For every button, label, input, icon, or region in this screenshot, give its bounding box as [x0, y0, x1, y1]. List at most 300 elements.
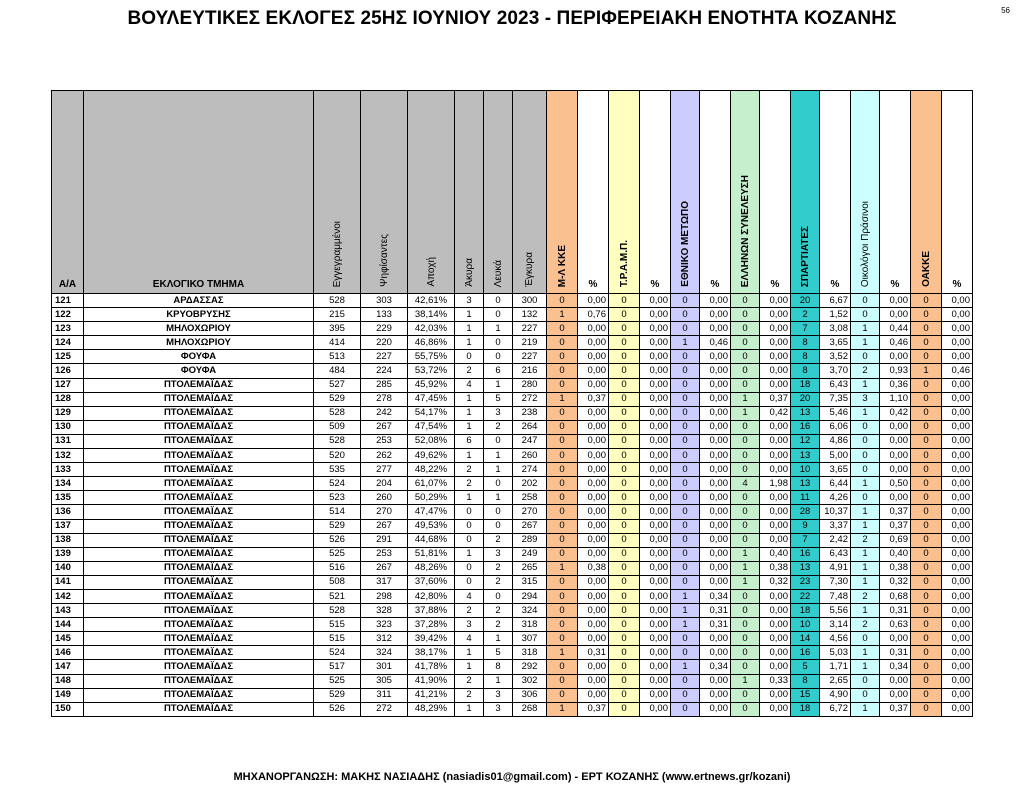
cell-tramp-pct: 0,00	[640, 322, 671, 336]
cell-registered: 524	[314, 646, 361, 660]
cell-tramp-pct: 0,00	[640, 575, 671, 589]
cell-registered: 527	[314, 378, 361, 392]
cell-valid: 227	[513, 322, 547, 336]
cell-voted: 278	[361, 392, 408, 406]
cell-kke-votes: 0	[547, 420, 578, 434]
cell-aa: 142	[52, 589, 84, 603]
cell-kke-votes: 0	[547, 674, 578, 688]
cell-ethniko-pct: 0,31	[700, 604, 731, 618]
cell-ellinon-pct: 0,00	[760, 449, 791, 463]
cell-invalid: 4	[455, 632, 484, 646]
cell-blank: 2	[484, 575, 513, 589]
cell-oakke-pct: 0,00	[942, 392, 973, 406]
cell-section: ΜΗΛΟΧΩΡΙΟΥ	[84, 322, 314, 336]
col-header-voted: Ψηφίσαντες	[361, 91, 408, 294]
cell-invalid: 2	[455, 604, 484, 618]
cell-spartiates-votes: 18	[791, 702, 820, 716]
cell-oakke-votes: 0	[911, 322, 942, 336]
table-row	[52, 449, 973, 463]
cell-spartiates-pct: 5,56	[820, 604, 851, 618]
cell-ethniko-pct: 0,00	[700, 519, 731, 533]
cell-ethniko-votes: 0	[671, 308, 700, 322]
cell-invalid: 1	[455, 660, 484, 674]
cell-kke-votes: 1	[547, 561, 578, 575]
cell-oikologoi-votes: 1	[851, 561, 880, 575]
cell-oakke-pct: 0,00	[942, 406, 973, 420]
cell-oikologoi-votes: 1	[851, 505, 880, 519]
cell-invalid: 1	[455, 449, 484, 463]
cell-spartiates-votes: 10	[791, 463, 820, 477]
cell-tramp-pct: 0,00	[640, 632, 671, 646]
cell-aa: 149	[52, 688, 84, 702]
footer-credits: ΜΗΧΑΝΟΡΓΑΝΩΣΗ: ΜΑΚΗΣ ΝΑΣΙΑΔΗΣ (nasiadis01@gmail.com) - ΕΡΤ ΚΟΖΑΝΗΣ (www.ertnews.gr/kozani)	[233, 771, 791, 783]
cell-spartiates-pct: 3,65	[820, 336, 851, 350]
cell-oikologoi-votes: 1	[851, 575, 880, 589]
cell-tramp-votes: 0	[609, 378, 640, 392]
cell-tramp-pct: 0,00	[640, 491, 671, 505]
cell-abstention: 54,17%	[408, 406, 455, 420]
cell-aa: 141	[52, 575, 84, 589]
cell-blank: 6	[484, 364, 513, 378]
col-header-valid: Έγκυρα	[513, 91, 547, 294]
cell-oikologoi-votes: 1	[851, 660, 880, 674]
cell-aa: 144	[52, 618, 84, 632]
cell-invalid: 2	[455, 463, 484, 477]
table-row	[52, 420, 973, 434]
table-row	[52, 336, 973, 350]
cell-oakke-votes: 0	[911, 378, 942, 392]
cell-section: ΠΤΟΛΕΜΑΪΔΑΣ	[84, 589, 314, 603]
cell-abstention: 47,54%	[408, 420, 455, 434]
cell-tramp-votes: 0	[609, 491, 640, 505]
cell-ethniko-votes: 1	[671, 336, 700, 350]
cell-oikologoi-votes: 1	[851, 322, 880, 336]
col-header-pct: %	[942, 91, 973, 294]
cell-abstention: 44,68%	[408, 533, 455, 547]
cell-spartiates-pct: 6,06	[820, 420, 851, 434]
cell-valid: 318	[513, 618, 547, 632]
cell-invalid: 1	[455, 392, 484, 406]
cell-kke-pct: 0,00	[578, 406, 609, 420]
cell-spartiates-pct: 7,35	[820, 392, 851, 406]
cell-blank: 3	[484, 547, 513, 561]
cell-blank: 1	[484, 674, 513, 688]
cell-oikologoi-pct: 0,00	[880, 420, 911, 434]
cell-oikologoi-votes: 1	[851, 406, 880, 420]
cell-spartiates-pct: 3,65	[820, 463, 851, 477]
cell-tramp-votes: 0	[609, 406, 640, 420]
cell-section: ΠΤΟΛΕΜΑΪΔΑΣ	[84, 575, 314, 589]
cell-registered: 523	[314, 491, 361, 505]
cell-ethniko-pct: 0,31	[700, 618, 731, 632]
cell-ethniko-pct: 0,00	[700, 632, 731, 646]
cell-section: ΠΤΟΛΕΜΑΪΔΑΣ	[84, 378, 314, 392]
cell-blank: 1	[484, 378, 513, 392]
table-row	[52, 477, 973, 491]
cell-ethniko-pct: 0,00	[700, 406, 731, 420]
cell-kke-pct: 0,00	[578, 618, 609, 632]
cell-ethniko-pct: 0,00	[700, 392, 731, 406]
cell-abstention: 41,90%	[408, 674, 455, 688]
cell-kke-pct: 0,00	[578, 688, 609, 702]
cell-tramp-pct: 0,00	[640, 618, 671, 632]
cell-valid: 132	[513, 308, 547, 322]
cell-ellinon-pct: 0,32	[760, 575, 791, 589]
cell-oikologoi-votes: 1	[851, 702, 880, 716]
cell-registered: 526	[314, 533, 361, 547]
table-row	[52, 547, 973, 561]
cell-tramp-pct: 0,00	[640, 533, 671, 547]
cell-ethniko-votes: 1	[671, 589, 700, 603]
cell-oakke-votes: 0	[911, 561, 942, 575]
cell-invalid: 1	[455, 322, 484, 336]
cell-tramp-pct: 0,00	[640, 561, 671, 575]
cell-section: ΚΡΥΟΒΡΥΣΗΣ	[84, 308, 314, 322]
cell-oakke-pct: 0,00	[942, 308, 973, 322]
cell-spartiates-pct: 5,00	[820, 449, 851, 463]
table-row	[52, 632, 973, 646]
cell-oakke-votes: 0	[911, 702, 942, 716]
cell-oikologoi-pct: 0,40	[880, 547, 911, 561]
cell-oakke-pct: 0,00	[942, 505, 973, 519]
cell-kke-votes: 0	[547, 632, 578, 646]
cell-kke-votes: 0	[547, 406, 578, 420]
cell-invalid: 1	[455, 406, 484, 420]
cell-ethniko-votes: 0	[671, 575, 700, 589]
cell-spartiates-pct: 1,52	[820, 308, 851, 322]
cell-registered: 215	[314, 308, 361, 322]
cell-voted: 317	[361, 575, 408, 589]
cell-ethniko-pct: 0,00	[700, 688, 731, 702]
cell-abstention: 42,03%	[408, 322, 455, 336]
cell-ethniko-pct: 0,00	[700, 702, 731, 716]
cell-abstention: 52,08%	[408, 434, 455, 448]
cell-tramp-pct: 0,00	[640, 646, 671, 660]
cell-voted: 323	[361, 618, 408, 632]
table-row	[52, 604, 973, 618]
cell-kke-pct: 0,00	[578, 575, 609, 589]
cell-spartiates-votes: 18	[791, 604, 820, 618]
cell-oikologoi-votes: 2	[851, 589, 880, 603]
cell-ethniko-votes: 0	[671, 632, 700, 646]
cell-invalid: 2	[455, 364, 484, 378]
table-row	[52, 364, 973, 378]
cell-registered: 513	[314, 350, 361, 364]
cell-ellinon-pct: 0,00	[760, 632, 791, 646]
cell-oakke-pct: 0,00	[942, 463, 973, 477]
cell-oikologoi-votes: 0	[851, 491, 880, 505]
table-row	[52, 294, 973, 308]
cell-registered: 521	[314, 589, 361, 603]
cell-tramp-pct: 0,00	[640, 519, 671, 533]
cell-oikologoi-pct: 0,69	[880, 533, 911, 547]
cell-ellinon-votes: 0	[731, 646, 760, 660]
results-table	[51, 90, 973, 717]
cell-invalid: 1	[455, 702, 484, 716]
cell-spartiates-votes: 9	[791, 519, 820, 533]
cell-valid: 292	[513, 660, 547, 674]
cell-kke-pct: 0,00	[578, 547, 609, 561]
cell-oikologoi-pct: 0,63	[880, 618, 911, 632]
cell-blank: 1	[484, 449, 513, 463]
cell-oikologoi-pct: 0,37	[880, 519, 911, 533]
cell-blank: 0	[484, 477, 513, 491]
cell-section: ΦΟΥΦΑ	[84, 350, 314, 364]
col-header-blank: Λευκά	[484, 91, 513, 294]
cell-voted: 303	[361, 294, 408, 308]
cell-aa: 135	[52, 491, 84, 505]
cell-abstention: 49,53%	[408, 519, 455, 533]
cell-ethniko-votes: 1	[671, 618, 700, 632]
col-header-registered: Εγγεγραμμένοι	[314, 91, 361, 294]
cell-ethniko-votes: 0	[671, 350, 700, 364]
cell-ethniko-votes: 0	[671, 477, 700, 491]
cell-voted: 242	[361, 406, 408, 420]
col-header-ethniko: ΕΘΝΙΚΟ ΜΕΤΩΠΟ	[671, 91, 700, 294]
cell-oikologoi-votes: 1	[851, 519, 880, 533]
cell-ellinon-pct: 0,00	[760, 505, 791, 519]
cell-tramp-votes: 0	[609, 463, 640, 477]
cell-ethniko-votes: 0	[671, 420, 700, 434]
cell-ethniko-votes: 0	[671, 322, 700, 336]
cell-invalid: 0	[455, 350, 484, 364]
cell-oikologoi-pct: 0,00	[880, 463, 911, 477]
cell-spartiates-pct: 3,70	[820, 364, 851, 378]
cell-kke-pct: 0,00	[578, 604, 609, 618]
cell-ellinon-votes: 0	[731, 702, 760, 716]
cell-abstention: 37,28%	[408, 618, 455, 632]
cell-registered: 535	[314, 463, 361, 477]
cell-tramp-votes: 0	[609, 336, 640, 350]
cell-ellinon-pct: 0,00	[760, 322, 791, 336]
col-header-pct: %	[578, 91, 609, 294]
cell-registered: 395	[314, 322, 361, 336]
cell-tramp-votes: 0	[609, 350, 640, 364]
cell-oikologoi-votes: 0	[851, 434, 880, 448]
cell-voted: 298	[361, 589, 408, 603]
cell-tramp-pct: 0,00	[640, 420, 671, 434]
cell-ellinon-votes: 0	[731, 519, 760, 533]
cell-oakke-votes: 0	[911, 589, 942, 603]
cell-oikologoi-pct: 0,00	[880, 294, 911, 308]
cell-ethniko-votes: 0	[671, 449, 700, 463]
cell-ellinon-pct: 0,37	[760, 392, 791, 406]
cell-blank: 2	[484, 420, 513, 434]
cell-abstention: 55,75%	[408, 350, 455, 364]
cell-tramp-pct: 0,00	[640, 449, 671, 463]
cell-registered: 484	[314, 364, 361, 378]
cell-registered: 528	[314, 406, 361, 420]
cell-oikologoi-pct: 0,36	[880, 378, 911, 392]
cell-invalid: 3	[455, 618, 484, 632]
cell-spartiates-pct: 4,86	[820, 434, 851, 448]
cell-valid: 324	[513, 604, 547, 618]
cell-tramp-votes: 0	[609, 547, 640, 561]
cell-oakke-votes: 0	[911, 575, 942, 589]
cell-spartiates-pct: 3,52	[820, 350, 851, 364]
cell-abstention: 37,60%	[408, 575, 455, 589]
cell-oakke-pct: 0,00	[942, 589, 973, 603]
cell-ellinon-votes: 0	[731, 420, 760, 434]
cell-ellinon-pct: 0,00	[760, 336, 791, 350]
cell-blank: 3	[484, 688, 513, 702]
cell-spartiates-pct: 3,14	[820, 618, 851, 632]
table-row	[52, 505, 973, 519]
cell-oakke-pct: 0,00	[942, 561, 973, 575]
cell-valid: 274	[513, 463, 547, 477]
cell-spartiates-votes: 13	[791, 561, 820, 575]
cell-ellinon-votes: 4	[731, 477, 760, 491]
cell-registered: 414	[314, 336, 361, 350]
cell-oikologoi-pct: 0,00	[880, 449, 911, 463]
cell-oakke-votes: 0	[911, 660, 942, 674]
cell-oakke-pct: 0,00	[942, 420, 973, 434]
cell-kke-votes: 0	[547, 575, 578, 589]
cell-tramp-pct: 0,00	[640, 392, 671, 406]
cell-section: ΠΤΟΛΕΜΑΪΔΑΣ	[84, 533, 314, 547]
cell-kke-pct: 0,00	[578, 477, 609, 491]
cell-spartiates-votes: 13	[791, 477, 820, 491]
cell-blank: 1	[484, 463, 513, 477]
cell-tramp-pct: 0,00	[640, 702, 671, 716]
cell-oikologoi-pct: 0,00	[880, 632, 911, 646]
cell-kke-votes: 0	[547, 547, 578, 561]
cell-oikologoi-pct: 0,42	[880, 406, 911, 420]
cell-ellinon-votes: 0	[731, 378, 760, 392]
col-header-ellinon: ΕΛΛΗΝΩΝ ΣΥΝΕΛΕΥΣΗ	[731, 91, 760, 294]
cell-valid: 258	[513, 491, 547, 505]
cell-invalid: 0	[455, 575, 484, 589]
cell-oikologoi-pct: 0,00	[880, 688, 911, 702]
cell-spartiates-pct: 10,37	[820, 505, 851, 519]
cell-tramp-pct: 0,00	[640, 406, 671, 420]
cell-section: ΠΤΟΛΕΜΑΪΔΑΣ	[84, 674, 314, 688]
cell-ethniko-pct: 0,00	[700, 378, 731, 392]
cell-spartiates-votes: 8	[791, 336, 820, 350]
cell-spartiates-pct: 3,37	[820, 519, 851, 533]
cell-abstention: 38,14%	[408, 308, 455, 322]
cell-oikologoi-pct: 0,00	[880, 491, 911, 505]
cell-ellinon-pct: 0,00	[760, 420, 791, 434]
cell-blank: 0	[484, 308, 513, 322]
cell-registered: 529	[314, 392, 361, 406]
cell-valid: 294	[513, 589, 547, 603]
cell-abstention: 46,86%	[408, 336, 455, 350]
cell-ellinon-votes: 0	[731, 505, 760, 519]
cell-invalid: 1	[455, 547, 484, 561]
cell-section: ΠΤΟΛΕΜΑΪΔΑΣ	[84, 519, 314, 533]
cell-spartiates-votes: 8	[791, 364, 820, 378]
cell-oakke-votes: 0	[911, 434, 942, 448]
cell-blank: 1	[484, 491, 513, 505]
cell-oakke-votes: 0	[911, 449, 942, 463]
cell-tramp-pct: 0,00	[640, 674, 671, 688]
cell-tramp-pct: 0,00	[640, 688, 671, 702]
cell-kke-votes: 0	[547, 533, 578, 547]
cell-ethniko-votes: 0	[671, 519, 700, 533]
cell-voted: 305	[361, 674, 408, 688]
cell-tramp-votes: 0	[609, 660, 640, 674]
cell-ellinon-votes: 0	[731, 434, 760, 448]
cell-tramp-pct: 0,00	[640, 350, 671, 364]
cell-ellinon-pct: 0,00	[760, 604, 791, 618]
cell-blank: 1	[484, 632, 513, 646]
cell-kke-votes: 0	[547, 618, 578, 632]
cell-ellinon-pct: 0,00	[760, 308, 791, 322]
cell-tramp-votes: 0	[609, 674, 640, 688]
cell-oikologoi-votes: 1	[851, 378, 880, 392]
cell-section: ΠΤΟΛΕΜΑΪΔΑΣ	[84, 646, 314, 660]
cell-abstention: 41,78%	[408, 660, 455, 674]
cell-ethniko-pct: 0,00	[700, 350, 731, 364]
table-row	[52, 491, 973, 505]
cell-section: ΠΤΟΛΕΜΑΪΔΑΣ	[84, 505, 314, 519]
cell-ethniko-votes: 0	[671, 406, 700, 420]
cell-oakke-pct: 0,00	[942, 575, 973, 589]
cell-section: ΠΤΟΛΕΜΑΪΔΑΣ	[84, 561, 314, 575]
cell-section: ΠΤΟΛΕΜΑΪΔΑΣ	[84, 449, 314, 463]
cell-valid: 216	[513, 364, 547, 378]
cell-ellinon-pct: 0,00	[760, 618, 791, 632]
cell-oakke-votes: 0	[911, 505, 942, 519]
table-row	[52, 378, 973, 392]
cell-voted: 204	[361, 477, 408, 491]
cell-invalid: 2	[455, 477, 484, 491]
cell-spartiates-pct: 4,90	[820, 688, 851, 702]
cell-registered: 525	[314, 674, 361, 688]
cell-spartiates-votes: 15	[791, 688, 820, 702]
cell-ethniko-votes: 0	[671, 392, 700, 406]
cell-voted: 272	[361, 702, 408, 716]
cell-oakke-votes: 0	[911, 533, 942, 547]
cell-section: ΠΤΟΛΕΜΑΪΔΑΣ	[84, 547, 314, 561]
cell-aa: 134	[52, 477, 84, 491]
cell-ellinon-votes: 1	[731, 547, 760, 561]
table-row	[52, 702, 973, 716]
cell-tramp-pct: 0,00	[640, 434, 671, 448]
cell-kke-pct: 0,38	[578, 561, 609, 575]
cell-blank: 0	[484, 336, 513, 350]
cell-aa: 139	[52, 547, 84, 561]
cell-ethniko-pct: 0,00	[700, 449, 731, 463]
cell-tramp-votes: 0	[609, 392, 640, 406]
cell-invalid: 0	[455, 505, 484, 519]
cell-tramp-pct: 0,00	[640, 589, 671, 603]
cell-kke-pct: 0,31	[578, 646, 609, 660]
cell-tramp-votes: 0	[609, 449, 640, 463]
cell-registered: 528	[314, 434, 361, 448]
cell-oikologoi-votes: 0	[851, 294, 880, 308]
cell-blank: 1	[484, 322, 513, 336]
cell-aa: 150	[52, 702, 84, 716]
cell-tramp-pct: 0,00	[640, 547, 671, 561]
cell-oakke-pct: 0,00	[942, 434, 973, 448]
cell-spartiates-pct: 6,43	[820, 547, 851, 561]
cell-kke-pct: 0,00	[578, 364, 609, 378]
cell-ellinon-pct: 0,33	[760, 674, 791, 688]
cell-abstention: 53,72%	[408, 364, 455, 378]
cell-oakke-votes: 0	[911, 491, 942, 505]
cell-oikologoi-votes: 2	[851, 533, 880, 547]
cell-spartiates-pct: 3,08	[820, 322, 851, 336]
cell-voted: 253	[361, 547, 408, 561]
cell-oikologoi-votes: 2	[851, 618, 880, 632]
table-row	[52, 406, 973, 420]
table-header-row	[52, 91, 973, 294]
cell-tramp-votes: 0	[609, 561, 640, 575]
table-row	[52, 561, 973, 575]
cell-kke-pct: 0,37	[578, 392, 609, 406]
